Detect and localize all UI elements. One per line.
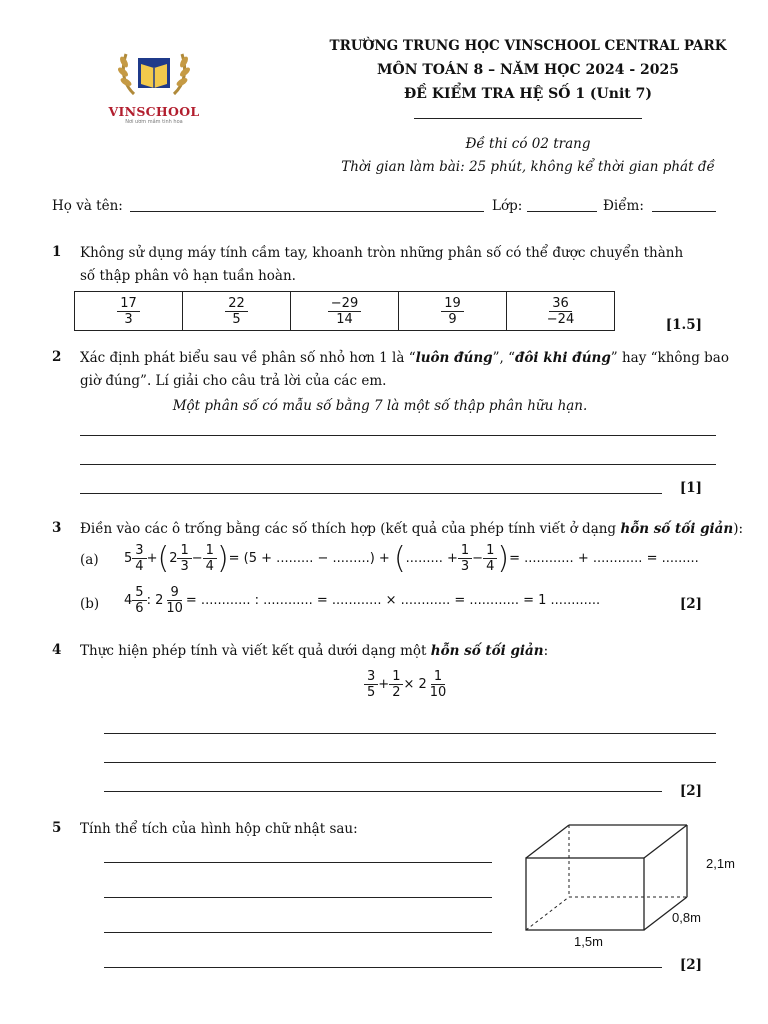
score-label: Điểm: bbox=[603, 198, 644, 214]
fraction bbox=[328, 296, 361, 327]
q3b-expression: 4 $\frac{5}{6}$ : 2 $\frac{9}{10}$ = ............ : ............ = ............ × ............ = ............ = 1 ............ bbox=[124, 585, 601, 616]
denominator: 9 bbox=[448, 311, 457, 327]
q3-number: 3 bbox=[52, 520, 62, 536]
answer-line[interactable] bbox=[104, 932, 492, 933]
answer-line[interactable] bbox=[80, 435, 716, 436]
q4-text bbox=[80, 640, 548, 663]
subject-title: MÔN TOÁN 8 – NĂM HỌC 2024 - 2025 bbox=[377, 62, 679, 78]
q1-fraction-cell[interactable] bbox=[507, 292, 615, 331]
q4-text-main: Thực hiện phép tính và viết kết quả dưới dạng một bbox=[80, 643, 431, 659]
denominator: 3 bbox=[124, 311, 133, 327]
q5-number: 5 bbox=[52, 820, 62, 836]
cuboid-height-label: 2,1m bbox=[706, 856, 735, 871]
cuboid-depth-label: 0,8m bbox=[672, 910, 701, 925]
q2-sometimes: đôi khi đúng bbox=[514, 350, 611, 366]
answer-line[interactable] bbox=[80, 464, 716, 465]
cuboid-diagram bbox=[520, 818, 695, 938]
exam-title: ĐỀ KIỂM TRA HỆ SỐ 1 (Unit 7) bbox=[404, 86, 652, 102]
q4-expression: $\frac{3}{5}$ + $\frac{1}{2}$ × 2 $\frac{1}{10}$ bbox=[364, 669, 449, 700]
logo-brand: VINSCHOOL bbox=[108, 104, 200, 119]
q1-number: 1 bbox=[52, 244, 62, 260]
q2-mark: [1] bbox=[679, 480, 702, 496]
header-divider bbox=[414, 118, 642, 119]
name-field[interactable] bbox=[130, 211, 484, 212]
laurel-book-icon bbox=[108, 44, 200, 100]
answer-line[interactable] bbox=[104, 862, 492, 863]
q2-text bbox=[80, 347, 729, 393]
q3a-expression: 5 $\frac{3}{4}$ +(2 $\frac{1}{3}$ − $\frac{1}{4}$ )= (5 + ......... − .........) + (......... + $\frac{1}{3}$ − $\frac{1}{4}$ )= ............ + ............ = ......... bbox=[124, 541, 699, 576]
page-count: Đề thi có 02 trang bbox=[465, 136, 591, 152]
fraction bbox=[441, 296, 464, 327]
q2-text-a: Xác định phát biểu sau về phân số nhỏ hơn 1 là “ bbox=[80, 350, 416, 366]
numerator: 36 bbox=[549, 296, 572, 312]
answer-line[interactable] bbox=[104, 897, 492, 898]
q1-fraction-cell[interactable] bbox=[399, 292, 507, 331]
q4-number: 4 bbox=[52, 642, 62, 658]
q1-fraction-table bbox=[74, 291, 615, 331]
q3-text-main: Điền vào các ô trống bằng các số thích hợp (kết quả của phép tính viết ở dạng bbox=[80, 521, 621, 537]
answer-line[interactable] bbox=[80, 493, 662, 494]
school-logo bbox=[108, 44, 200, 125]
q2-always: luôn đúng bbox=[415, 350, 493, 366]
school-name: TRƯỜNG TRUNG HỌC VINSCHOOL CENTRAL PARK bbox=[329, 38, 727, 54]
q1-mark: [1.5] bbox=[665, 317, 702, 333]
q4-text-end: : bbox=[543, 643, 549, 659]
logo-tagline: Nơi ươm mầm tinh hoa bbox=[125, 119, 183, 125]
q1-fraction-cell[interactable] bbox=[291, 292, 399, 331]
cuboid-width-label: 1,5m bbox=[574, 934, 603, 949]
fraction bbox=[225, 296, 248, 327]
class-field[interactable] bbox=[527, 211, 597, 212]
answer-line[interactable] bbox=[104, 733, 716, 734]
answer-line[interactable] bbox=[104, 791, 662, 792]
name-label: Họ và tên: bbox=[52, 198, 123, 214]
numerator: 22 bbox=[225, 296, 248, 312]
q2-text-b: ”, “ bbox=[492, 350, 515, 366]
q1-text-line1: Không sử dụng máy tính cầm tay, khoanh tròn những phân số có thể được chuyển thành bbox=[80, 245, 684, 261]
q2-number: 2 bbox=[52, 349, 62, 365]
answer-line[interactable] bbox=[104, 967, 662, 968]
numerator: −29 bbox=[328, 296, 361, 312]
answer-line[interactable] bbox=[104, 762, 716, 763]
q4-emph: hỗn số tối giản bbox=[430, 643, 544, 659]
q3-text bbox=[80, 518, 743, 541]
q2-statement: Một phân số có mẫu số bằng 7 là một số thập phân hữu hạn. bbox=[172, 398, 588, 414]
q1-text-line2: số thập phân vô hạn tuần hoàn. bbox=[80, 268, 296, 284]
q1-text bbox=[80, 242, 683, 288]
denominator: −24 bbox=[546, 311, 575, 327]
q1-fraction-cell[interactable] bbox=[75, 292, 183, 331]
q3-mark: [2] bbox=[679, 596, 702, 612]
q3-text-end: ): bbox=[733, 521, 744, 537]
q4-mark: [2] bbox=[679, 783, 702, 799]
q5-mark: [2] bbox=[679, 957, 702, 973]
q1-fraction-cell[interactable] bbox=[183, 292, 291, 331]
q2-text-line2: giờ đúng”. Lí giải cho câu trả lời của các em. bbox=[80, 373, 387, 389]
time-limit: Thời gian làm bài: 25 phút, không kể thời gian phát đề bbox=[341, 159, 715, 175]
denominator: 5 bbox=[232, 311, 241, 327]
class-label: Lớp: bbox=[492, 198, 523, 214]
q3b-label: (b) bbox=[80, 596, 100, 612]
fraction bbox=[544, 296, 577, 327]
fraction bbox=[117, 296, 140, 327]
denominator: 14 bbox=[336, 311, 353, 327]
q3a-label: (a) bbox=[80, 552, 99, 568]
q2-text-c: ” hay “không bao bbox=[610, 350, 729, 366]
numerator: 19 bbox=[441, 296, 464, 312]
q5-text: Tính thể tích của hình hộp chữ nhật sau: bbox=[80, 821, 358, 837]
score-field[interactable] bbox=[652, 211, 716, 212]
q3-emph: hỗn số tối giản bbox=[620, 521, 734, 537]
numerator: 17 bbox=[117, 296, 140, 312]
